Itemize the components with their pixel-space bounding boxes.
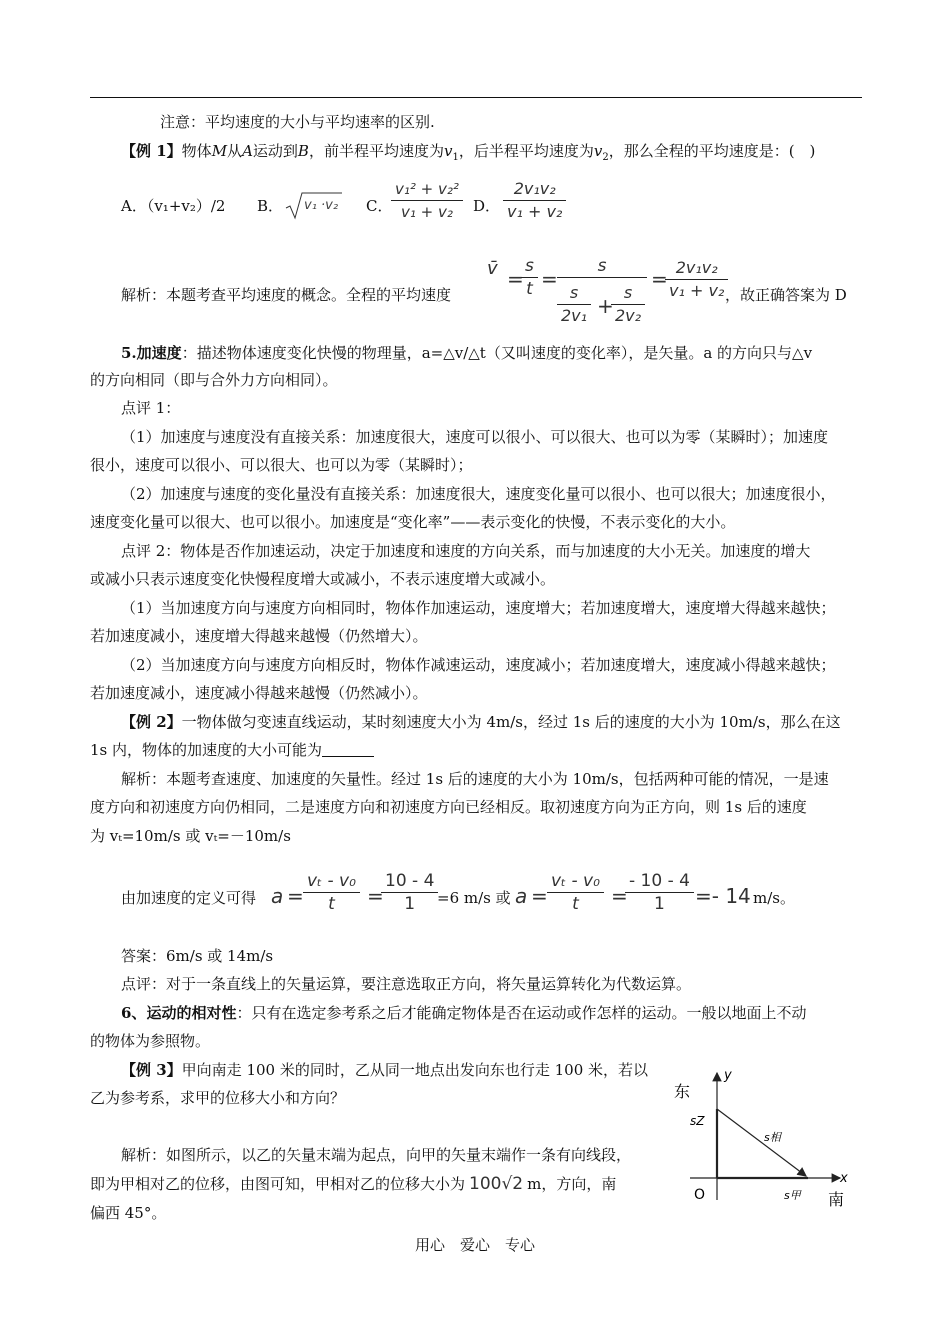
example-1-question: 【例 1】物体M从A运动到B，前半程平均速度为$v_1$，后半程平均速度为$v_2$，那么全程的平均速度是：( ) — [121, 142, 816, 163]
case-2-b: 若加速度减小，速度减小得越来越慢（仍然减小）。 — [90, 684, 428, 702]
comment-1-p1b: 很小，速度可以很小、可以很大、也可以为零（某瞬时）； — [90, 456, 473, 474]
example-2-line-2: 1s 内，物体的加速度的大小可能为 — [90, 740, 862, 760]
section-6-line-1: 6、运动的相对性：只有在选定参考系之后才能确定物体是否在运动或作怎样的运动。一般以地面上不动 — [121, 1004, 807, 1022]
south-label: 南 — [828, 1190, 845, 1209]
comment-2-a: 点评 2：物体是否作加速运动，决定于加速度和速度的方向关系，而与加速度的大小无关。加速度的增大 — [121, 542, 811, 560]
section-5-line-2: 的方向相同（即与合外力方向相同）。 — [90, 371, 338, 389]
example-3-line-2: 乙为参考系，求甲的位移大小和方向？ — [90, 1089, 346, 1107]
result-fraction: $\frac{\text{2v₁v₂}}{\text{v₁ + v₂}}$ — [665, 257, 728, 302]
comment-1-p1a: （1）加速度与速度没有直接关系：加速度很大，速度可以很小、可以很大、也可以为零（某瞬时）；加速度 — [121, 428, 829, 446]
example-2-comment: 点评：对于一条直线上的矢量运算，要注意选取正方向，将矢量运算转化为代数运算。 — [121, 975, 692, 993]
option-c-fraction: $\frac{\text{v₁² + v₂²}}{\text{v₁ + v₂}}$ — [391, 178, 463, 223]
answer-blank — [322, 742, 374, 757]
option-d-label: D． — [473, 197, 501, 215]
option-b-label: B． — [257, 197, 284, 215]
page-footer: 用心 爱心 专心 — [414, 1236, 535, 1254]
case-2-a: （2）当加速度方向与速度方向相反时，物体作减速运动，速度减小；若加速度增大，速度减小得越来越快； — [121, 656, 836, 674]
case-1-b: 若加速度减小，速度增大得越来越慢（仍然增大）。 — [90, 627, 428, 645]
origin-label: O — [694, 1187, 706, 1203]
case-1-a: （1）当加速度方向与速度方向相同时，物体作加速运动，速度增大；若加速度增大，速度增大得越来越快； — [121, 599, 836, 617]
s-xiang-label: s相 — [764, 1131, 781, 1144]
section-5-line-1: 5.加速度：描述物体速度变化快慢的物理量，a=△v/△t（又叫速度的变化率），是矢量。a 的方向只与△v — [121, 344, 813, 362]
s-yi-label: sZ — [690, 1114, 705, 1128]
example-2-line-1: 【例 2】一物体做匀变速直线运动，某时刻速度大小为 4m/s，经过 1s 后的速度的大小为 10m/s，那么在这 — [121, 713, 841, 731]
comment-1-p2b: 速度变化量可以很大、也可以很小。加速度是“变化率”——表示变化的快慢，不表示变化的大小。 — [90, 513, 736, 531]
compound-fraction: s $\frac{s}{\text{2v₁}}$ + $\frac{s}{\text{2v₂}}$ — [557, 255, 647, 334]
east-label: 东 — [674, 1082, 691, 1101]
example-2-analysis-3: 为 vₜ=10m/s 或 vₜ=－10m/s — [90, 827, 291, 845]
s-jia-label: s甲 — [784, 1189, 801, 1202]
section-6-line-2: 的物体为参照物。 — [90, 1032, 211, 1050]
example-2-answer: 答案：6m/s 或 14m/s — [121, 947, 274, 965]
option-a: A．（v₁+v₂）/2 — [121, 197, 226, 215]
comment-1-title: 点评 1： — [121, 399, 181, 417]
s-over-t: $\frac{s}{t}$ — [521, 255, 538, 300]
y-label: y — [724, 1068, 732, 1083]
example-1-analysis: 解析：本题考查平均速度的概念。全程的平均速度 v̄ = $\frac{s}{t}$ = s $\frac{s}{\text{2v₁}}$ + $\frac{s}{\text{2v₂}}$ = $\frac{\text{2v₁v₂}}{\text{v₁ + v₂}}$ ，故正确答案为 D — [121, 255, 893, 335]
header-rule — [90, 97, 862, 98]
example-3-line-1: 【例 3】甲向南走 100 米的同时，乙从同一地点出发向东也行走 100 米，若以 — [121, 1061, 649, 1079]
s-xiang-vector — [717, 1109, 806, 1176]
example-2-derivation: 由加速度的定义可得 a = $\frac{\text{vₜ - v₀}}{t}$ = $\frac{10 - 4}{1}$ =6 m/s 或 a = $\frac{\text{vₜ - v₀}}{t}$ = $\frac{- 10 - 4}{1}$ =- 14 m/s。 — [121, 871, 795, 914]
example-3-analysis-2: 即为甲相对乙的位移，由图可知，甲相对乙的位移大小为 100√2 m，方向，南 — [90, 1174, 617, 1194]
comment-1-p2a: （2）加速度与速度的变化量没有直接关系：加速度很大，速度变化量可以很小、也可以很大；加速度很小， — [121, 485, 836, 503]
example-2-analysis-2: 度方向和初速度方向仍相同，二是速度方向和初速度方向已经相反。取初速度方向为正方向，则 1s 后的速度 — [90, 798, 807, 816]
example-3-analysis-1: 解析：如图所示，以乙的矢量末端为起点，向甲的矢量末端作一条有向线段， — [121, 1146, 632, 1164]
note-text: 注意：平均速度的大小与平均速率的区别. — [160, 113, 435, 131]
option-c-label: C． — [366, 197, 393, 215]
example-1-options: A．（v₁+v₂）/2 B． v₁ ·v₂ C． $\frac{\text{v₁² + v₂²}}{\text{v₁ + v₂}}$ D． $\frac{\text{2v₁v₂}}{\text{v₁ + v₂}}$ — [121, 178, 893, 234]
example-3-analysis-3: 偏西 45°。 — [90, 1204, 167, 1222]
example-2-analysis-1: 解析：本题考查速度、加速度的矢量性。经过 1s 后的速度的大小为 10m/s，包括两种可能的情况，一是速 — [121, 770, 829, 788]
comment-2-b: 或减小只表示速度变化快慢程度增大或减小，不表示速度增大或减小。 — [90, 570, 556, 588]
x-label: x — [840, 1171, 848, 1186]
option-d-fraction: $\frac{\text{2v₁v₂}}{\text{v₁ + v₂}}$ — [503, 178, 566, 223]
relative-motion-diagram — [668, 1065, 858, 1215]
